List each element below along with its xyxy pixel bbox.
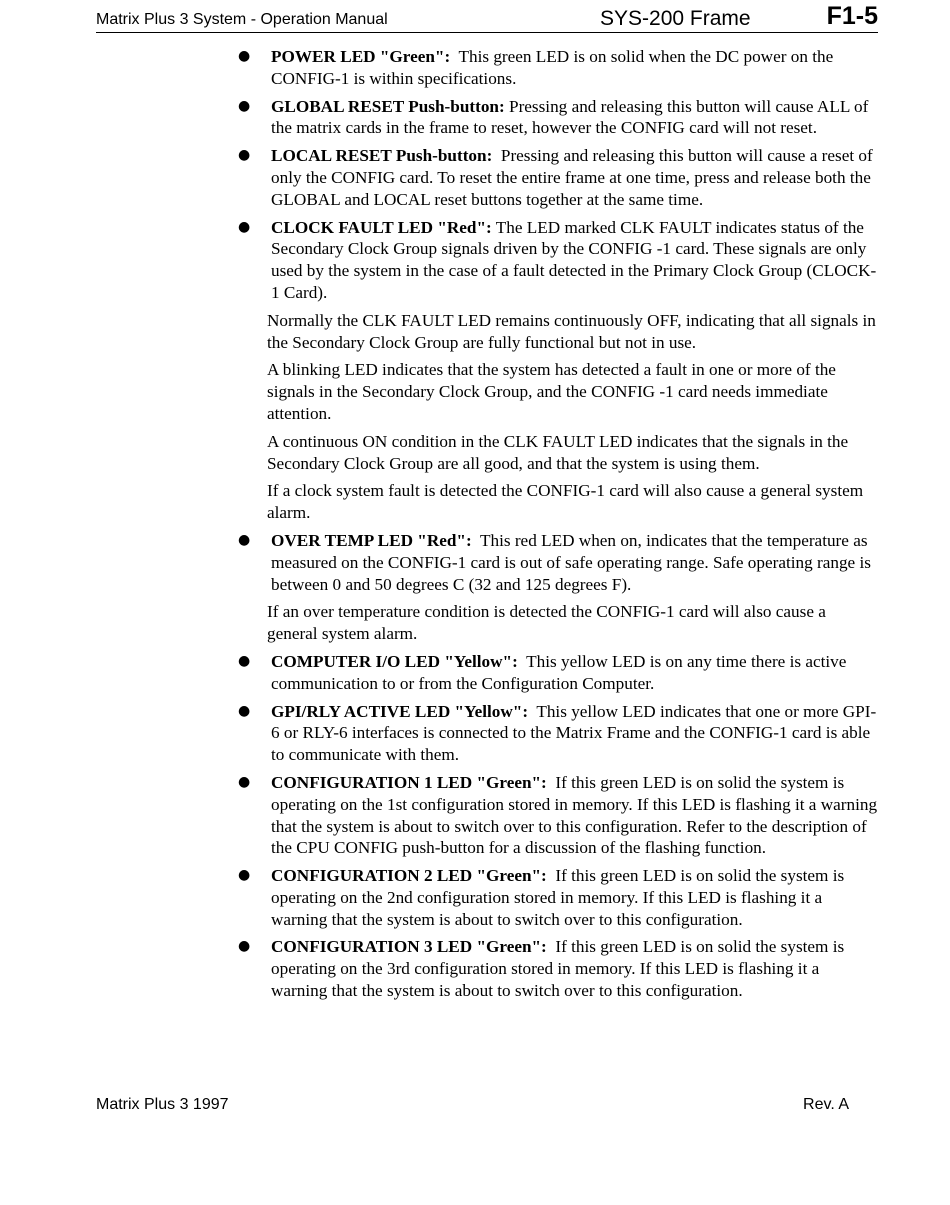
bullet-icon: ●: [238, 531, 251, 548]
item-text: The LED marked CLK FAULT indicates status of the Secondary Clock Group signals driven by the CONFIG -1 card. These signals are only used by the system in the case of a fault detected in the Primary Clock Group (CLOCK-1 Card).: [271, 217, 877, 302]
bullet-icon: ●: [238, 218, 251, 235]
bullet-icon: ●: [238, 702, 251, 719]
item-text: If this green LED is on solid the system is operating on the 1st configuration stored in memory. If this LED is flashing it a warning that the system is about to switch over to this configuration. Refer to the description of the CPU CONFIG push-button for a discussion of the flashing function.: [271, 772, 878, 858]
item-text: If this green LED is on solid the system is operating on the 2nd configuration stored in memory. If this LED is flashing it a warning that the system is about to switch over to this configuration.: [271, 866, 845, 929]
list-item: [238, 701, 878, 766]
list-item: [238, 530, 878, 595]
item-text: If this green LED is on solid the system is operating on the 3rd configuration stored in memory. If this LED is flashing it a warning that the system is about to switch over to this configuration.: [271, 937, 845, 1001]
page-header: [96, 2, 878, 33]
paragraph: A continuous ON condition in the CLK FAULT LED indicates that the signals in the Secondary Clock Group are all good, and that the system is using them.: [267, 431, 849, 473]
footer-copyright: Matrix Plus 3 1997: [96, 1096, 229, 1113]
paragraph: A blinking LED indicates that the system has detected a fault in one or more of the signals in the Secondary Clock Group, and the CONFIG -1 card needs immediate attention.: [267, 360, 836, 423]
item-text: This yellow LED indicates that one or more GPI-6 or RLY-6 interfaces is connected to the Matrix Frame and the CONFIG-1 card is able to communicate with them.: [271, 701, 877, 765]
item-term: COMPUTER I/O LED "Yellow":: [271, 651, 518, 671]
bullet-icon: ●: [238, 773, 251, 790]
item-text: This red LED when on, indicates that the temperature as measured on the CONFIG-1 card is out of safe operating range. Safe operating range is between 0 and 50 degrees C (32 and 125 degrees F).: [271, 530, 871, 594]
item-term: LOCAL RESET Push-button:: [271, 146, 493, 166]
item-term: GPI/RLY ACTIVE LED "Yellow":: [271, 701, 529, 721]
section-title: SYS-200 Frame: [600, 7, 751, 30]
list-item: [238, 46, 878, 90]
bullet-icon: ●: [238, 147, 251, 164]
list-item: [238, 96, 878, 140]
bullet-icon: ●: [238, 48, 251, 64]
item-term: POWER LED "Green":: [271, 47, 451, 66]
item-text: Pressing and releasing this button will cause ALL of the matrix cards in the frame to reset, however the CONFIG card will not reset.: [271, 96, 869, 138]
bullet-icon: ●: [238, 867, 251, 884]
item-term: CONFIGURATION 3 LED "Green":: [271, 937, 547, 957]
item-text: This green LED is on solid when the DC power on the CONFIG-1 is within specifications.: [271, 47, 834, 88]
paragraph: If an over temperature condition is detected the CONFIG-1 card will also cause a general system alarm.: [267, 602, 826, 644]
list-item: [238, 936, 878, 1001]
page-number: F1-5: [826, 2, 878, 30]
item-text: Pressing and releasing this button will cause a reset of only the CONFIG card. To reset the entire frame at one time, press and release both the GLOBAL and LOCAL reset buttons together at the same time.: [271, 146, 873, 209]
item-term: CONFIGURATION 1 LED "Green":: [271, 772, 547, 792]
paragraph: If a clock system fault is detected the CONFIG-1 card will also cause a general system alarm.: [267, 481, 864, 523]
list-item: [238, 651, 878, 695]
footer-revision: Rev. A: [803, 1096, 849, 1113]
bullet-icon: ●: [238, 97, 251, 114]
list-item: [238, 865, 878, 930]
paragraph: Normally the CLK FAULT LED remains continuously OFF, indicating that all signals in the Secondary Clock Group are fully functional but not in use.: [267, 310, 876, 352]
list-item: [238, 772, 878, 859]
bullet-icon: ●: [238, 652, 251, 669]
item-term: CONFIGURATION 2 LED "Green":: [271, 866, 547, 886]
bullet-icon: ●: [238, 938, 251, 955]
item-term: OVER TEMP LED "Red":: [271, 530, 472, 550]
document-body: [238, 46, 878, 1008]
item-text: This yellow LED is on any time there is active communication to or from the Configuration Computer.: [271, 651, 847, 693]
item-term: GLOBAL RESET Push-button:: [271, 96, 505, 116]
list-item: [238, 217, 878, 304]
item-term: CLOCK FAULT LED "Red":: [271, 217, 492, 237]
list-item: [238, 145, 878, 210]
manual-title: Matrix Plus 3 System - Operation Manual: [96, 11, 388, 28]
